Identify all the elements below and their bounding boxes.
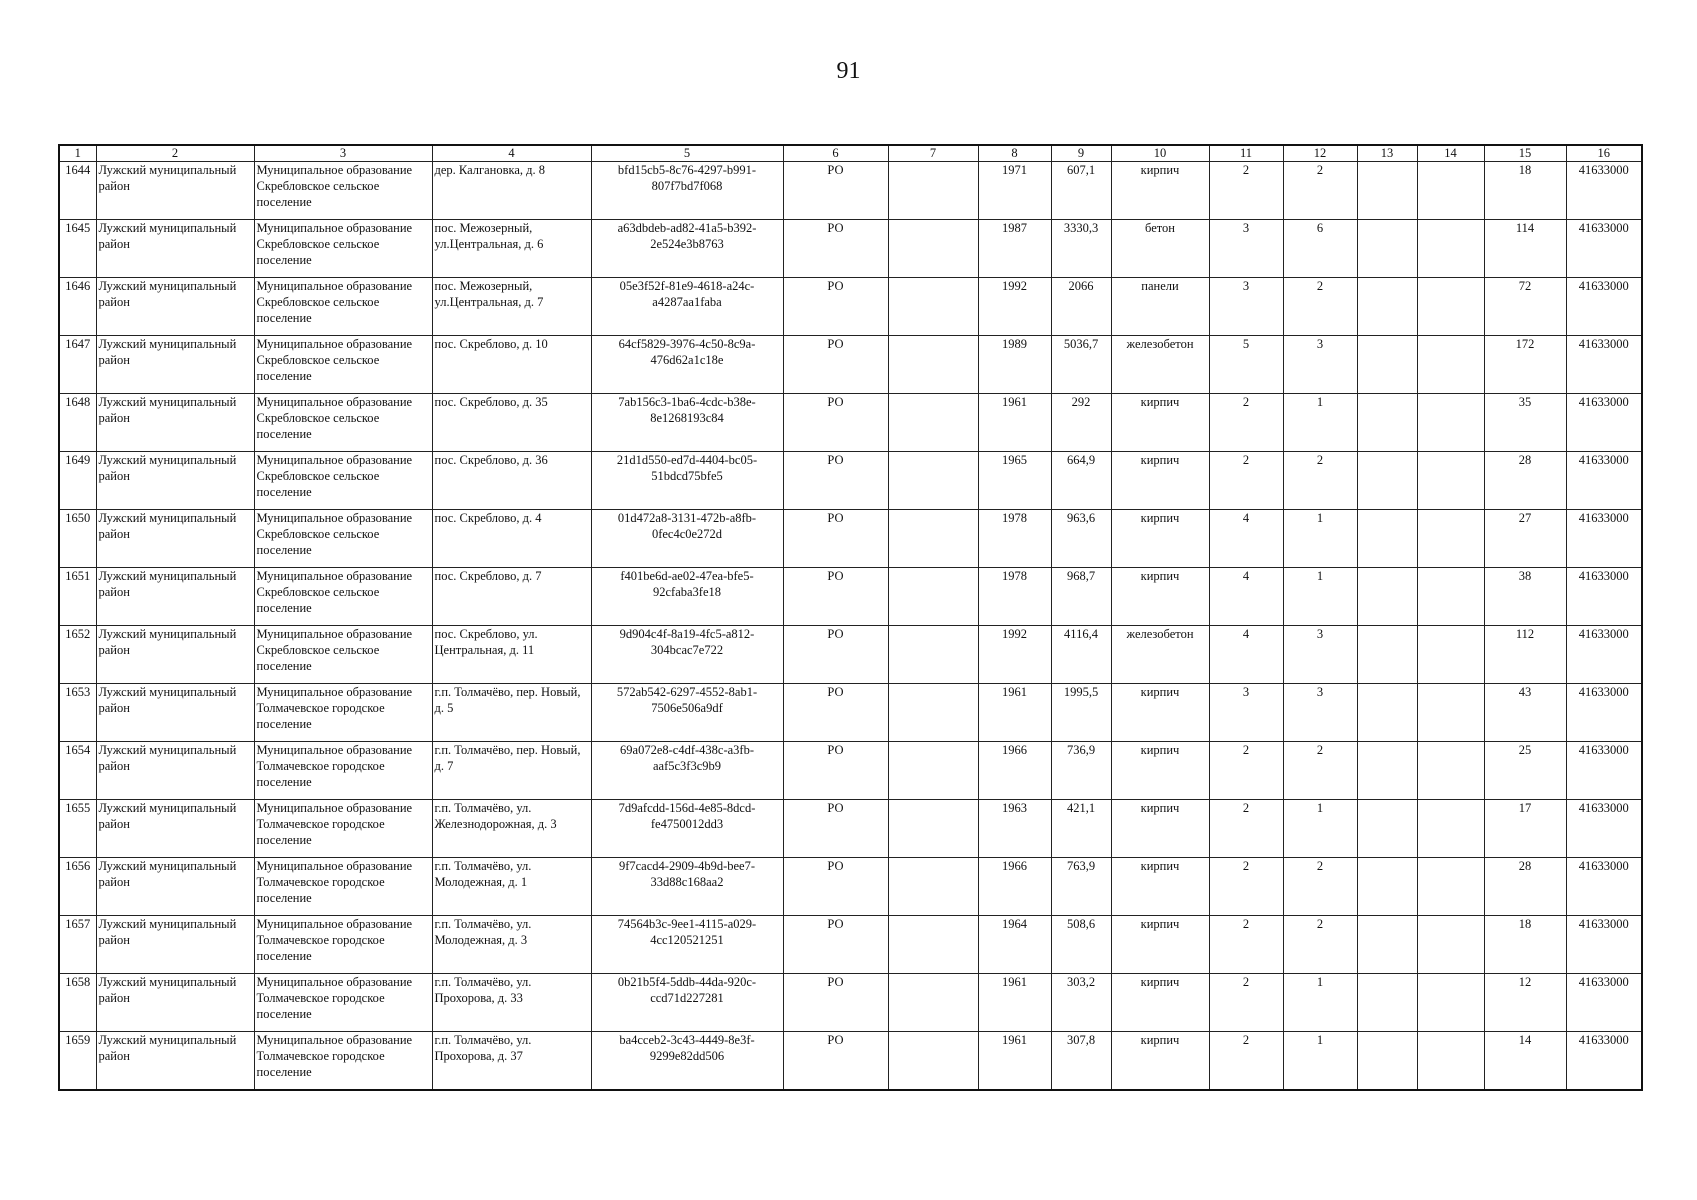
col12-cell: 1 xyxy=(1283,974,1357,1032)
year-cell: 1978 xyxy=(978,510,1051,568)
oktmo-cell: 41633000 xyxy=(1566,510,1642,568)
col12-cell: 2 xyxy=(1283,858,1357,916)
col15-cell: 172 xyxy=(1484,336,1566,394)
column-header-12: 12 xyxy=(1283,145,1357,162)
col11-cell: 2 xyxy=(1209,858,1283,916)
col14-cell xyxy=(1417,278,1484,336)
col11-cell: 3 xyxy=(1209,278,1283,336)
district-cell: Лужский муниципальный район xyxy=(96,1032,254,1090)
oktmo-cell: 41633000 xyxy=(1566,394,1642,452)
municipality-cell: Муниципальное образование Толмачевское городское поселение xyxy=(254,1032,432,1090)
material-cell: кирпич xyxy=(1111,162,1209,220)
col13-cell xyxy=(1357,1032,1417,1090)
col11-cell: 2 xyxy=(1209,974,1283,1032)
col12-cell: 1 xyxy=(1283,394,1357,452)
col12-cell: 1 xyxy=(1283,510,1357,568)
area-cell: 763,9 xyxy=(1051,858,1111,916)
col11-cell: 2 xyxy=(1209,162,1283,220)
guid-cell: 21d1d550-ed7d-4404-bc05-51bdcd75bfe5 xyxy=(591,452,783,510)
col7-cell xyxy=(888,1032,978,1090)
year-cell: 1987 xyxy=(978,220,1051,278)
col14-cell xyxy=(1417,220,1484,278)
table-row xyxy=(59,162,1642,220)
table-row xyxy=(59,858,1642,916)
col15-cell: 27 xyxy=(1484,510,1566,568)
col12-cell: 3 xyxy=(1283,336,1357,394)
col12-cell: 2 xyxy=(1283,742,1357,800)
col12-cell: 2 xyxy=(1283,916,1357,974)
row-number: 1653 xyxy=(59,684,96,742)
table-row xyxy=(59,336,1642,394)
address-cell: дер. Калгановка, д. 8 xyxy=(432,162,591,220)
col7-cell xyxy=(888,336,978,394)
row-number: 1651 xyxy=(59,568,96,626)
address-cell: г.п. Толмачёво, пер. Новый, д. 5 xyxy=(432,684,591,742)
type-cell: РО xyxy=(783,1032,888,1090)
year-cell: 1978 xyxy=(978,568,1051,626)
material-cell: кирпич xyxy=(1111,742,1209,800)
column-header-1: 1 xyxy=(59,145,96,162)
col15-cell: 114 xyxy=(1484,220,1566,278)
col7-cell xyxy=(888,220,978,278)
municipality-cell: Муниципальное образование Скребловское сельское поселение xyxy=(254,278,432,336)
type-cell: РО xyxy=(783,626,888,684)
col11-cell: 5 xyxy=(1209,336,1283,394)
col13-cell xyxy=(1357,626,1417,684)
col7-cell xyxy=(888,162,978,220)
municipality-cell: Муниципальное образование Скребловское сельское поселение xyxy=(254,510,432,568)
year-cell: 1961 xyxy=(978,974,1051,1032)
guid-cell: 74564b3c-9ee1-4115-a029-4cc120521251 xyxy=(591,916,783,974)
type-cell: РО xyxy=(783,568,888,626)
year-cell: 1965 xyxy=(978,452,1051,510)
oktmo-cell: 41633000 xyxy=(1566,220,1642,278)
col7-cell xyxy=(888,684,978,742)
oktmo-cell: 41633000 xyxy=(1566,684,1642,742)
municipality-cell: Муниципальное образование Скребловское сельское поселение xyxy=(254,162,432,220)
col11-cell: 3 xyxy=(1209,684,1283,742)
area-cell: 736,9 xyxy=(1051,742,1111,800)
type-cell: РО xyxy=(783,742,888,800)
col13-cell xyxy=(1357,916,1417,974)
col11-cell: 4 xyxy=(1209,626,1283,684)
table-row xyxy=(59,684,1642,742)
municipality-cell: Муниципальное образование Скребловское сельское поселение xyxy=(254,452,432,510)
area-cell: 963,6 xyxy=(1051,510,1111,568)
type-cell: РО xyxy=(783,800,888,858)
year-cell: 1961 xyxy=(978,394,1051,452)
guid-cell: 572ab542-6297-4552-8ab1-7506e506a9df xyxy=(591,684,783,742)
col11-cell: 2 xyxy=(1209,452,1283,510)
municipality-cell: Муниципальное образование Скребловское сельское поселение xyxy=(254,394,432,452)
area-cell: 421,1 xyxy=(1051,800,1111,858)
district-cell: Лужский муниципальный район xyxy=(96,336,254,394)
col7-cell xyxy=(888,800,978,858)
district-cell: Лужский муниципальный район xyxy=(96,394,254,452)
col14-cell xyxy=(1417,336,1484,394)
table-body xyxy=(59,162,1642,1090)
column-header-2: 2 xyxy=(96,145,254,162)
col14-cell xyxy=(1417,800,1484,858)
guid-cell: 9d904c4f-8a19-4fc5-a812-304bcac7e722 xyxy=(591,626,783,684)
col15-cell: 12 xyxy=(1484,974,1566,1032)
oktmo-cell: 41633000 xyxy=(1566,452,1642,510)
row-number: 1652 xyxy=(59,626,96,684)
address-cell: пос. Межозерный, ул.Центральная, д. 7 xyxy=(432,278,591,336)
oktmo-cell: 41633000 xyxy=(1566,800,1642,858)
col15-cell: 72 xyxy=(1484,278,1566,336)
col13-cell xyxy=(1357,452,1417,510)
col14-cell xyxy=(1417,684,1484,742)
col13-cell xyxy=(1357,800,1417,858)
col11-cell: 2 xyxy=(1209,394,1283,452)
district-cell: Лужский муниципальный район xyxy=(96,684,254,742)
col7-cell xyxy=(888,626,978,684)
table-row xyxy=(59,916,1642,974)
municipality-cell: Муниципальное образование Толмачевское городское поселение xyxy=(254,684,432,742)
municipality-cell: Муниципальное образование Скребловское сельское поселение xyxy=(254,568,432,626)
guid-cell: bfd15cb5-8c76-4297-b991-807f7bd7f068 xyxy=(591,162,783,220)
type-cell: РО xyxy=(783,220,888,278)
col7-cell xyxy=(888,974,978,1032)
municipality-cell: Муниципальное образование Толмачевское городское поселение xyxy=(254,916,432,974)
table-row xyxy=(59,742,1642,800)
col7-cell xyxy=(888,742,978,800)
col12-cell: 2 xyxy=(1283,452,1357,510)
column-header-13: 13 xyxy=(1357,145,1417,162)
material-cell: кирпич xyxy=(1111,858,1209,916)
material-cell: кирпич xyxy=(1111,684,1209,742)
material-cell: кирпич xyxy=(1111,394,1209,452)
oktmo-cell: 41633000 xyxy=(1566,568,1642,626)
area-cell: 4116,4 xyxy=(1051,626,1111,684)
address-cell: пос. Скреблово, ул. Центральная, д. 11 xyxy=(432,626,591,684)
year-cell: 1989 xyxy=(978,336,1051,394)
area-cell: 664,9 xyxy=(1051,452,1111,510)
area-cell: 303,2 xyxy=(1051,974,1111,1032)
oktmo-cell: 41633000 xyxy=(1566,742,1642,800)
district-cell: Лужский муниципальный район xyxy=(96,800,254,858)
guid-cell: 05e3f52f-81e9-4618-a24c-a4287aa1faba xyxy=(591,278,783,336)
type-cell: РО xyxy=(783,336,888,394)
col11-cell: 3 xyxy=(1209,220,1283,278)
material-cell: кирпич xyxy=(1111,800,1209,858)
guid-cell: f401be6d-ae02-47ea-bfe5-92cfaba3fe18 xyxy=(591,568,783,626)
col13-cell xyxy=(1357,684,1417,742)
address-cell: г.п. Толмачёво, ул. Молодежная, д. 1 xyxy=(432,858,591,916)
col14-cell xyxy=(1417,626,1484,684)
type-cell: РО xyxy=(783,278,888,336)
col11-cell: 2 xyxy=(1209,1032,1283,1090)
col13-cell xyxy=(1357,220,1417,278)
col7-cell xyxy=(888,394,978,452)
col15-cell: 18 xyxy=(1484,162,1566,220)
guid-cell: 64cf5829-3976-4c50-8c9a-476d62a1c18e xyxy=(591,336,783,394)
col14-cell xyxy=(1417,858,1484,916)
material-cell: кирпич xyxy=(1111,568,1209,626)
col15-cell: 43 xyxy=(1484,684,1566,742)
district-cell: Лужский муниципальный район xyxy=(96,510,254,568)
col7-cell xyxy=(888,452,978,510)
table-row xyxy=(59,800,1642,858)
row-number: 1655 xyxy=(59,800,96,858)
col15-cell: 28 xyxy=(1484,858,1566,916)
area-cell: 307,8 xyxy=(1051,1032,1111,1090)
year-cell: 1966 xyxy=(978,742,1051,800)
guid-cell: 7ab156c3-1ba6-4cdc-b38e-8e1268193c84 xyxy=(591,394,783,452)
area-cell: 3330,3 xyxy=(1051,220,1111,278)
row-number: 1650 xyxy=(59,510,96,568)
col15-cell: 25 xyxy=(1484,742,1566,800)
material-cell: кирпич xyxy=(1111,452,1209,510)
col13-cell xyxy=(1357,568,1417,626)
column-header-10: 10 xyxy=(1111,145,1209,162)
col11-cell: 2 xyxy=(1209,742,1283,800)
address-cell: пос. Скреблово, д. 7 xyxy=(432,568,591,626)
col15-cell: 112 xyxy=(1484,626,1566,684)
address-cell: г.п. Толмачёво, ул. Прохорова, д. 37 xyxy=(432,1032,591,1090)
address-cell: г.п. Толмачёво, ул. Прохорова, д. 33 xyxy=(432,974,591,1032)
year-cell: 1992 xyxy=(978,278,1051,336)
municipality-cell: Муниципальное образование Толмачевское городское поселение xyxy=(254,800,432,858)
row-number: 1654 xyxy=(59,742,96,800)
table-row xyxy=(59,220,1642,278)
row-number: 1649 xyxy=(59,452,96,510)
type-cell: РО xyxy=(783,394,888,452)
col13-cell xyxy=(1357,742,1417,800)
district-cell: Лужский муниципальный район xyxy=(96,162,254,220)
col14-cell xyxy=(1417,162,1484,220)
col12-cell: 1 xyxy=(1283,1032,1357,1090)
col7-cell xyxy=(888,858,978,916)
col7-cell xyxy=(888,510,978,568)
col15-cell: 17 xyxy=(1484,800,1566,858)
table-row xyxy=(59,568,1642,626)
col12-cell: 2 xyxy=(1283,278,1357,336)
col12-cell: 3 xyxy=(1283,626,1357,684)
column-header-3: 3 xyxy=(254,145,432,162)
table-row xyxy=(59,278,1642,336)
col7-cell xyxy=(888,568,978,626)
col11-cell: 4 xyxy=(1209,510,1283,568)
col14-cell xyxy=(1417,510,1484,568)
year-cell: 1992 xyxy=(978,626,1051,684)
oktmo-cell: 41633000 xyxy=(1566,1032,1642,1090)
municipality-cell: Муниципальное образование Толмачевское городское поселение xyxy=(254,858,432,916)
oktmo-cell: 41633000 xyxy=(1566,336,1642,394)
col14-cell xyxy=(1417,974,1484,1032)
type-cell: РО xyxy=(783,974,888,1032)
col13-cell xyxy=(1357,974,1417,1032)
col15-cell: 28 xyxy=(1484,452,1566,510)
material-cell: железобетон xyxy=(1111,336,1209,394)
row-number: 1659 xyxy=(59,1032,96,1090)
material-cell: кирпич xyxy=(1111,974,1209,1032)
district-cell: Лужский муниципальный район xyxy=(96,916,254,974)
oktmo-cell: 41633000 xyxy=(1566,916,1642,974)
row-number: 1644 xyxy=(59,162,96,220)
type-cell: РО xyxy=(783,162,888,220)
column-number-header xyxy=(59,145,1642,162)
area-cell: 607,1 xyxy=(1051,162,1111,220)
column-header-7: 7 xyxy=(888,145,978,162)
col11-cell: 2 xyxy=(1209,916,1283,974)
area-cell: 2066 xyxy=(1051,278,1111,336)
table-row xyxy=(59,394,1642,452)
material-cell: железобетон xyxy=(1111,626,1209,684)
column-header-16: 16 xyxy=(1566,145,1642,162)
registry-table xyxy=(58,144,1643,1091)
col7-cell xyxy=(888,278,978,336)
material-cell: кирпич xyxy=(1111,1032,1209,1090)
col13-cell xyxy=(1357,162,1417,220)
municipality-cell: Муниципальное образование Скребловское сельское поселение xyxy=(254,626,432,684)
area-cell: 5036,7 xyxy=(1051,336,1111,394)
row-number: 1658 xyxy=(59,974,96,1032)
year-cell: 1971 xyxy=(978,162,1051,220)
col11-cell: 2 xyxy=(1209,800,1283,858)
address-cell: пос. Скреблово, д. 10 xyxy=(432,336,591,394)
col14-cell xyxy=(1417,394,1484,452)
col13-cell xyxy=(1357,510,1417,568)
table-row xyxy=(59,1032,1642,1090)
material-cell: кирпич xyxy=(1111,510,1209,568)
area-cell: 968,7 xyxy=(1051,568,1111,626)
column-header-8: 8 xyxy=(978,145,1051,162)
type-cell: РО xyxy=(783,916,888,974)
guid-cell: 9f7cacd4-2909-4b9d-bee7-33d88c168aa2 xyxy=(591,858,783,916)
address-cell: г.п. Толмачёво, ул. Молодежная, д. 3 xyxy=(432,916,591,974)
district-cell: Лужский муниципальный район xyxy=(96,278,254,336)
district-cell: Лужский муниципальный район xyxy=(96,974,254,1032)
type-cell: РО xyxy=(783,510,888,568)
area-cell: 1995,5 xyxy=(1051,684,1111,742)
address-cell: пос. Скреблово, д. 4 xyxy=(432,510,591,568)
district-cell: Лужский муниципальный район xyxy=(96,858,254,916)
col12-cell: 1 xyxy=(1283,800,1357,858)
district-cell: Лужский муниципальный район xyxy=(96,568,254,626)
oktmo-cell: 41633000 xyxy=(1566,626,1642,684)
year-cell: 1963 xyxy=(978,800,1051,858)
row-number: 1646 xyxy=(59,278,96,336)
col12-cell: 1 xyxy=(1283,568,1357,626)
col14-cell xyxy=(1417,1032,1484,1090)
col12-cell: 2 xyxy=(1283,162,1357,220)
col15-cell: 38 xyxy=(1484,568,1566,626)
guid-cell: 0b21b5f4-5ddb-44da-920c-ccd71d227281 xyxy=(591,974,783,1032)
col13-cell xyxy=(1357,336,1417,394)
address-cell: пос. Межозерный, ул.Центральная, д. 6 xyxy=(432,220,591,278)
column-header-15: 15 xyxy=(1484,145,1566,162)
municipality-cell: Муниципальное образование Толмачевское городское поселение xyxy=(254,974,432,1032)
address-cell: пос. Скреблово, д. 35 xyxy=(432,394,591,452)
municipality-cell: Муниципальное образование Скребловское сельское поселение xyxy=(254,220,432,278)
address-cell: пос. Скреблово, д. 36 xyxy=(432,452,591,510)
district-cell: Лужский муниципальный район xyxy=(96,626,254,684)
oktmo-cell: 41633000 xyxy=(1566,974,1642,1032)
year-cell: 1964 xyxy=(978,916,1051,974)
year-cell: 1961 xyxy=(978,1032,1051,1090)
year-cell: 1961 xyxy=(978,684,1051,742)
col12-cell: 6 xyxy=(1283,220,1357,278)
municipality-cell: Муниципальное образование Скребловское сельское поселение xyxy=(254,336,432,394)
municipality-cell: Муниципальное образование Толмачевское городское поселение xyxy=(254,742,432,800)
guid-cell: 01d472a8-3131-472b-a8fb-0fec4c0e272d xyxy=(591,510,783,568)
column-header-9: 9 xyxy=(1051,145,1111,162)
col15-cell: 18 xyxy=(1484,916,1566,974)
address-cell: г.п. Толмачёво, ул. Железнодорожная, д. 3 xyxy=(432,800,591,858)
col7-cell xyxy=(888,916,978,974)
oktmo-cell: 41633000 xyxy=(1566,162,1642,220)
col11-cell: 4 xyxy=(1209,568,1283,626)
material-cell: панели xyxy=(1111,278,1209,336)
column-header-4: 4 xyxy=(432,145,591,162)
district-cell: Лужский муниципальный район xyxy=(96,220,254,278)
page-number: 91 xyxy=(836,58,861,84)
col12-cell: 3 xyxy=(1283,684,1357,742)
table-row xyxy=(59,974,1642,1032)
guid-cell: 69a072e8-c4df-438c-a3fb-aaf5c3f3c9b9 xyxy=(591,742,783,800)
table-row xyxy=(59,452,1642,510)
col13-cell xyxy=(1357,278,1417,336)
col13-cell xyxy=(1357,858,1417,916)
area-cell: 292 xyxy=(1051,394,1111,452)
year-cell: 1966 xyxy=(978,858,1051,916)
col14-cell xyxy=(1417,568,1484,626)
material-cell: кирпич xyxy=(1111,916,1209,974)
type-cell: РО xyxy=(783,858,888,916)
table-row xyxy=(59,510,1642,568)
oktmo-cell: 41633000 xyxy=(1566,858,1642,916)
col13-cell xyxy=(1357,394,1417,452)
row-number: 1648 xyxy=(59,394,96,452)
type-cell: РО xyxy=(783,684,888,742)
col15-cell: 35 xyxy=(1484,394,1566,452)
material-cell: бетон xyxy=(1111,220,1209,278)
col14-cell xyxy=(1417,452,1484,510)
row-number: 1657 xyxy=(59,916,96,974)
district-cell: Лужский муниципальный район xyxy=(96,742,254,800)
row-number: 1645 xyxy=(59,220,96,278)
col14-cell xyxy=(1417,742,1484,800)
district-cell: Лужский муниципальный район xyxy=(96,452,254,510)
oktmo-cell: 41633000 xyxy=(1566,278,1642,336)
type-cell: РО xyxy=(783,452,888,510)
column-header-14: 14 xyxy=(1417,145,1484,162)
column-header-5: 5 xyxy=(591,145,783,162)
guid-cell: a63dbdeb-ad82-41a5-b392-2e524e3b8763 xyxy=(591,220,783,278)
address-cell: г.п. Толмачёво, пер. Новый, д. 7 xyxy=(432,742,591,800)
row-number: 1656 xyxy=(59,858,96,916)
area-cell: 508,6 xyxy=(1051,916,1111,974)
guid-cell: 7d9afcdd-156d-4e85-8dcd-fe4750012dd3 xyxy=(591,800,783,858)
col15-cell: 14 xyxy=(1484,1032,1566,1090)
col14-cell xyxy=(1417,916,1484,974)
column-header-11: 11 xyxy=(1209,145,1283,162)
guid-cell: ba4cceb2-3c43-4449-8e3f-9299e82dd506 xyxy=(591,1032,783,1090)
table-row xyxy=(59,626,1642,684)
row-number: 1647 xyxy=(59,336,96,394)
column-header-6: 6 xyxy=(783,145,888,162)
